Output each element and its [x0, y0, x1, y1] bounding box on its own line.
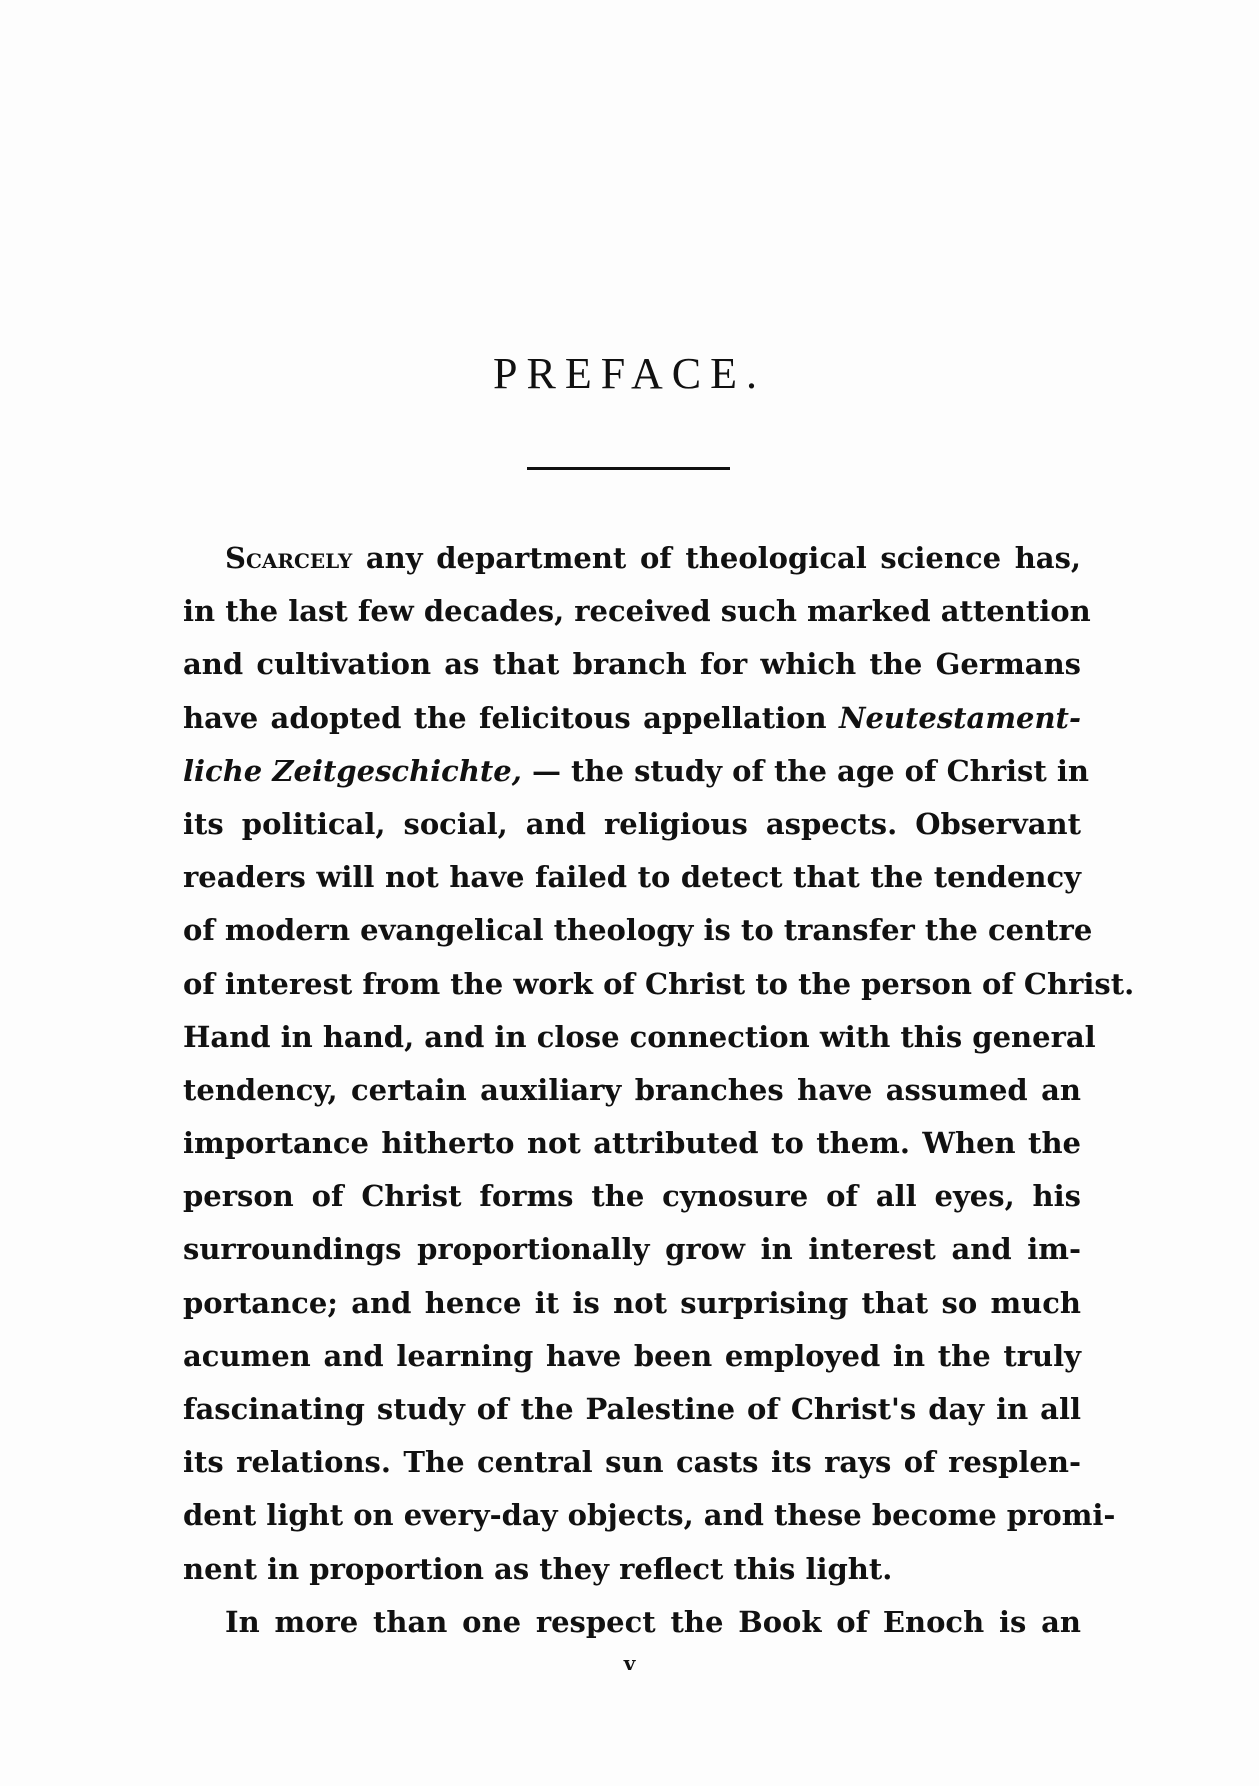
text-line: readers will not have failed to detect that the tendency [183, 860, 1081, 895]
text-line: of modern evangelical theology is to transfer the centre [183, 913, 1093, 948]
text-line: dent light on every-day objects, and these become promi- [183, 1498, 1116, 1533]
preface-body [183, 532, 1135, 1649]
smallcaps-opening-word: Scarcely [225, 541, 353, 575]
text-line: portance; and hence it is not surprising that so much [183, 1285, 1081, 1320]
text-line: in the last few decades, received such marked attention [183, 594, 1091, 629]
text-line: tendency, certain auxiliary branches have assumed an [183, 1072, 1081, 1107]
title-rule-divider [527, 467, 730, 470]
text-line: of interest from the work of Christ to the person of Christ. [183, 966, 1135, 1001]
text-line: acumen and learning have been employed in the truly [183, 1338, 1081, 1373]
text-line: fascinating study of the Palestine of Christ's day in all [183, 1392, 1081, 1426]
text-line [183, 745, 1089, 798]
line-text: have adopted the felicitous appellation [183, 700, 839, 735]
italic-term: liche Zeitgeschichte, [183, 753, 522, 788]
text-line [183, 692, 1081, 745]
text-line: In more than one respect the Book of Enoch is an [225, 1604, 1081, 1639]
page-signature: v [623, 1651, 636, 1675]
text-line: importance hitherto not attributed to them. When the [183, 1126, 1081, 1161]
text-line [183, 532, 1081, 585]
text-line: its political, social, and religious aspects. Observant [183, 806, 1081, 841]
text-line: surroundings proportionally grow in interest and im- [183, 1232, 1081, 1267]
line-text: any department of theological science has, [352, 541, 1081, 575]
text-line: nent in proportion as they reflect this light. [183, 1551, 893, 1586]
text-line: person of Christ forms the cynosure of all eyes, his [183, 1179, 1081, 1214]
page-title: PREFACE. [493, 349, 766, 398]
italic-term: Neutestament- [838, 700, 1081, 735]
text-line: its relations. The central sun casts its rays of resplen- [183, 1445, 1081, 1480]
text-line: Hand in hand, and in close connection with this general [183, 1019, 1096, 1054]
text-line: and cultivation as that branch for which the Germans [183, 647, 1081, 682]
line-text: — the study of the age of Christ in [521, 753, 1089, 788]
